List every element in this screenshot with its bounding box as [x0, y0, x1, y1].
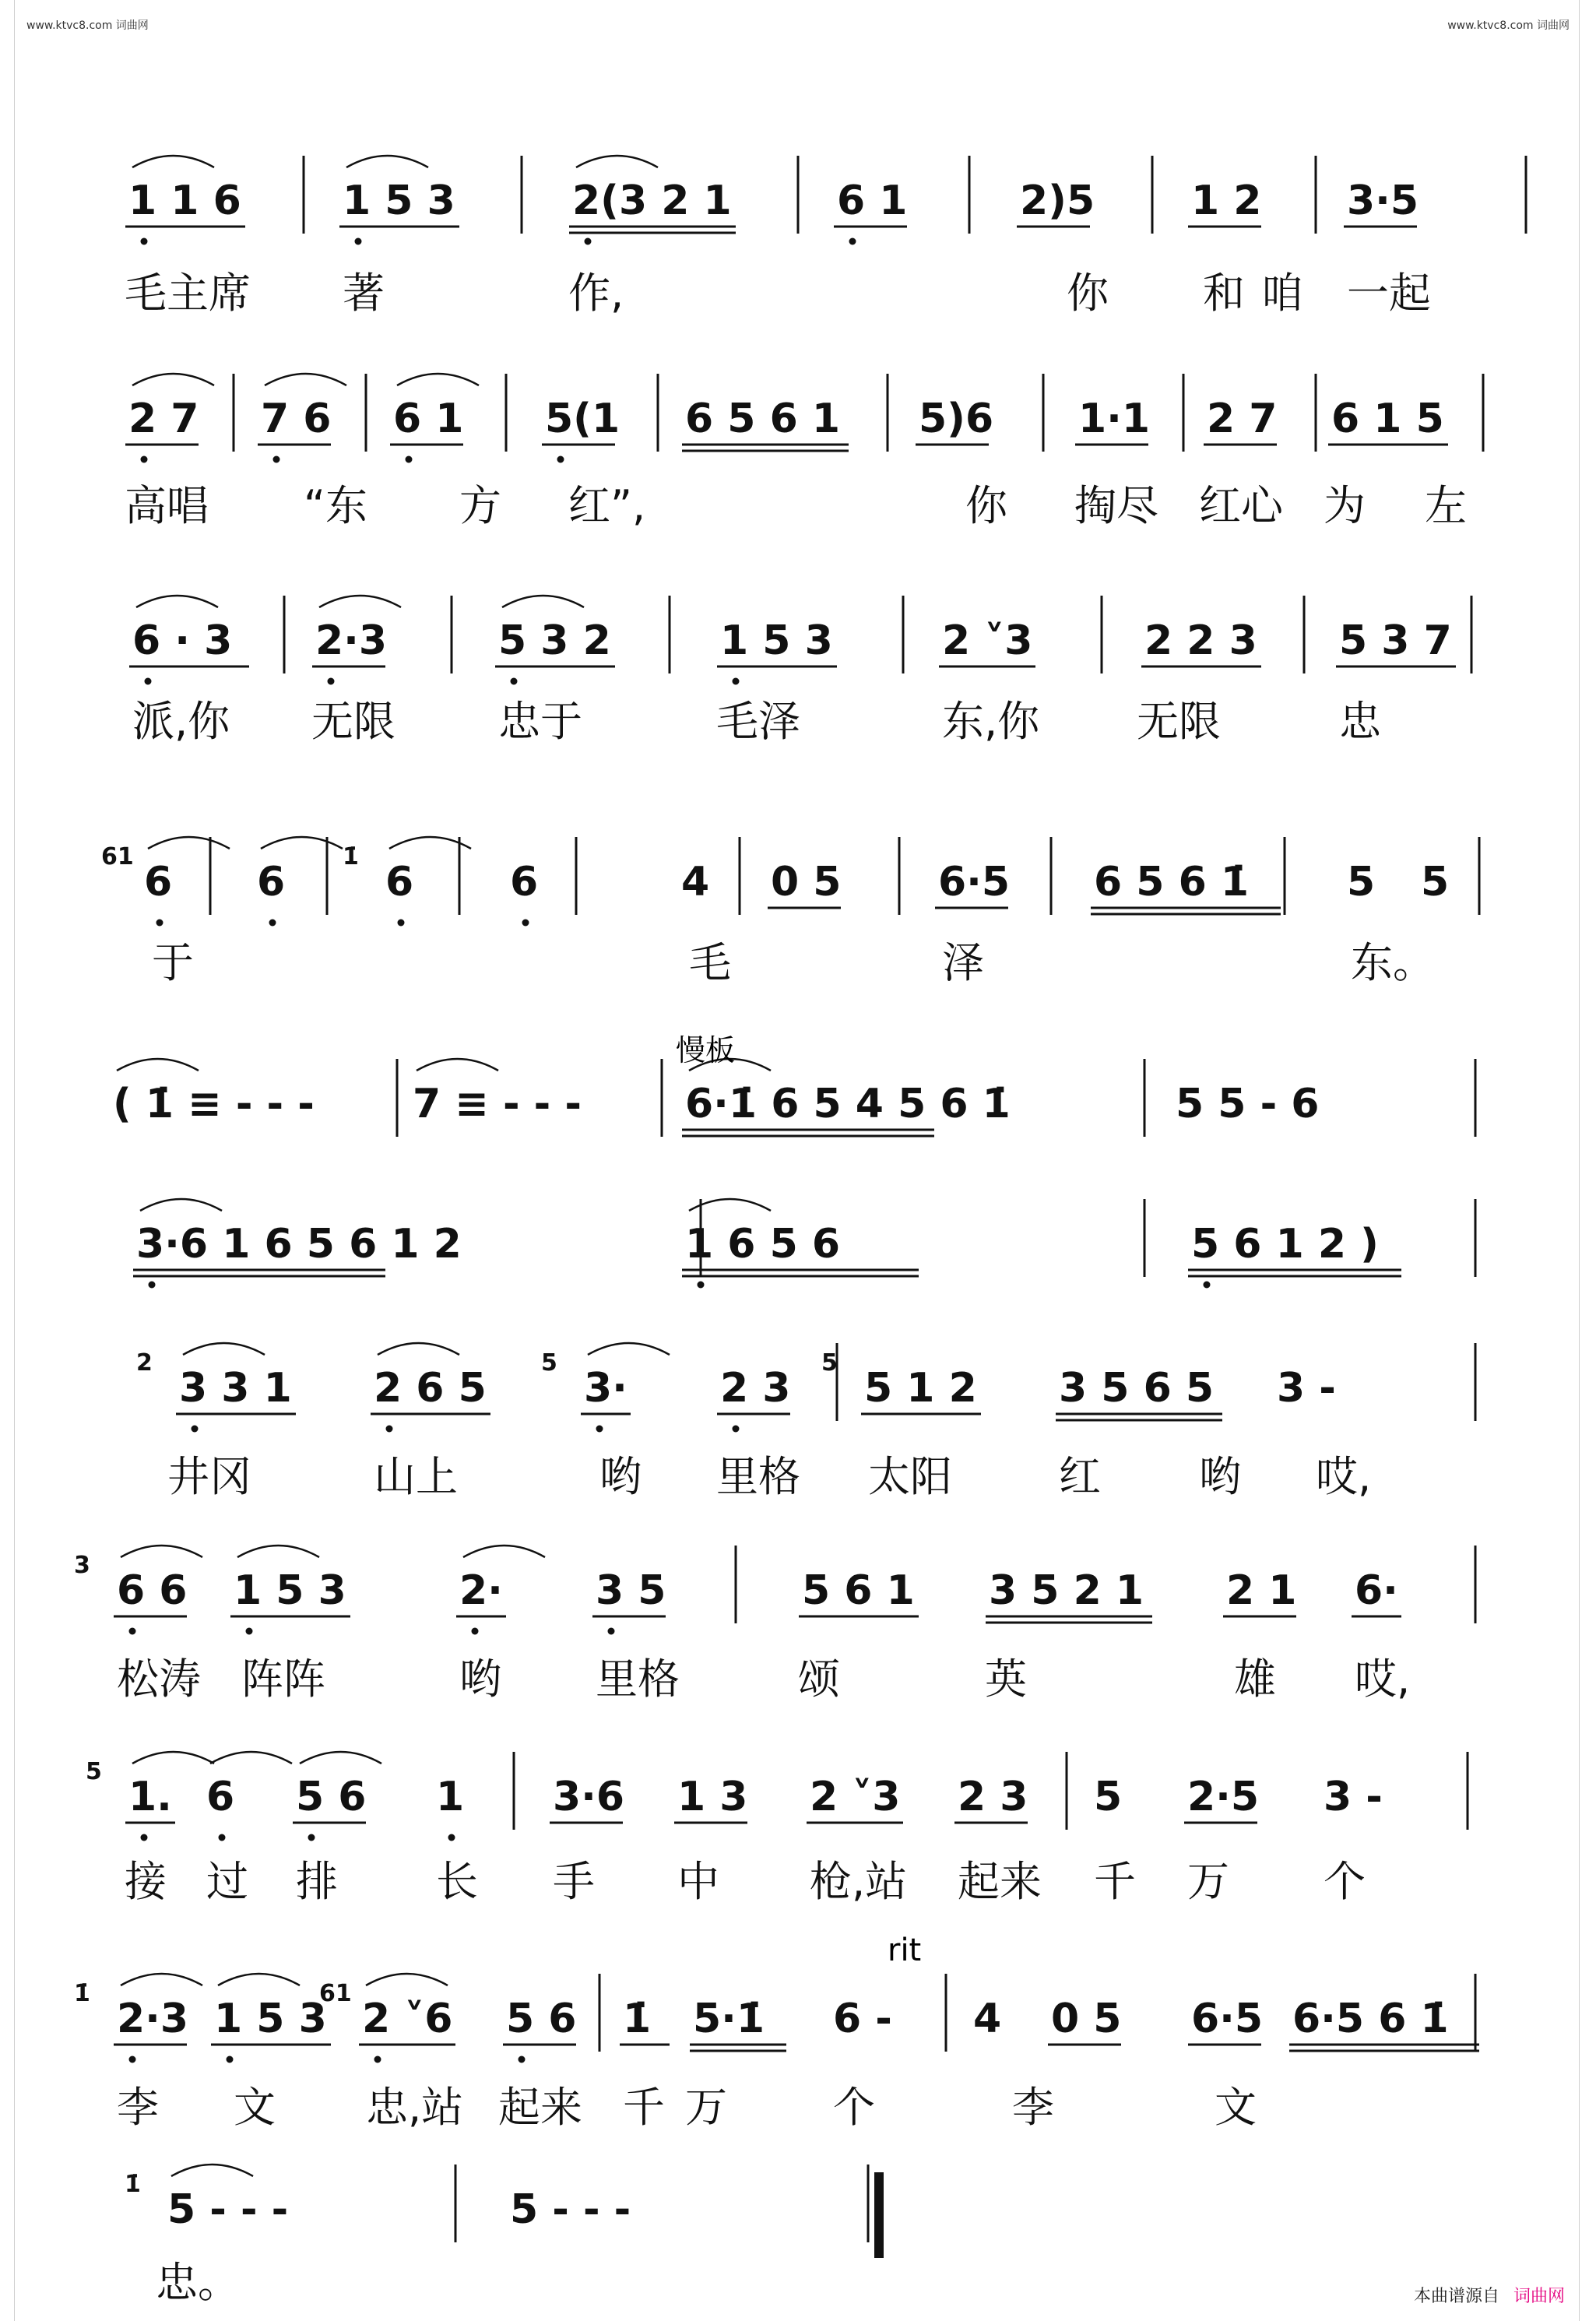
lyric: 山上: [374, 1452, 458, 1501]
lyric: 文: [1215, 2083, 1257, 2132]
lyric: 颂: [798, 1655, 840, 1704]
grace-note: 5: [86, 1758, 102, 1785]
slur: [576, 156, 658, 167]
note-group: 5·1̇: [693, 1996, 765, 2042]
note-group: 5 6: [296, 1774, 367, 1820]
lyric: 枪,站: [810, 1857, 908, 1906]
note-group: 6 1 5: [1331, 396, 1444, 442]
octave-dot: [698, 1282, 705, 1289]
lyric: 中: [677, 1857, 719, 1906]
lyric: 哟: [599, 1452, 642, 1501]
note-group: 6·5: [1191, 1996, 1264, 2042]
octave-dot: [141, 238, 148, 245]
lyric: 太阳: [868, 1452, 952, 1501]
lyric: 起来: [498, 2083, 582, 2132]
lyric: 忠,站: [366, 2083, 464, 2132]
octave-dot: [849, 238, 856, 245]
slur: [218, 1974, 300, 1985]
lyric: 哎,: [1355, 1655, 1411, 1704]
lyric: 里格: [716, 1452, 800, 1501]
score-root: [74, 156, 1526, 2307]
octave-dot: [585, 238, 592, 245]
note-group: 3·5: [1347, 178, 1419, 224]
grace-note: 1̇: [74, 1980, 90, 2007]
note-group: 2(3 2 1: [572, 178, 732, 224]
octave-dot: [1204, 1282, 1211, 1289]
note-group: 3·: [584, 1365, 628, 1412]
slur: [183, 1343, 265, 1355]
note-group: 1 5 3: [234, 1567, 346, 1614]
slur: [117, 1059, 199, 1071]
note-group: 1 3: [677, 1774, 748, 1820]
lyric: 著: [343, 269, 385, 318]
note-group: 2 ˅3: [810, 1774, 901, 1820]
note-group: 0 5: [771, 859, 842, 906]
header-site-right: www.ktvc8.com 词曲网: [1447, 19, 1570, 32]
octave-dot: [273, 456, 280, 463]
slur: [502, 596, 584, 607]
note-group: 5 - - -: [167, 2186, 289, 2233]
note-group: 5 5 - 6: [1176, 1081, 1320, 1127]
slur: [319, 596, 401, 607]
octave-dot: [141, 456, 148, 463]
octave-dot: [149, 1282, 156, 1289]
footer-brand[interactable]: 词曲网: [1513, 2287, 1565, 2306]
note-group: 3·6: [553, 1774, 625, 1820]
slur: [171, 2165, 253, 2176]
slur: [136, 596, 218, 607]
lyric: 掏尽: [1074, 481, 1158, 530]
note-group: 6: [510, 859, 539, 906]
lyric: 长: [436, 1857, 478, 1906]
note-group: 4: [681, 859, 710, 906]
octave-dot: [557, 456, 564, 463]
note-group: 2 ˅3: [942, 617, 1033, 664]
note-group: 6·: [1355, 1567, 1398, 1614]
lyric: 于: [152, 938, 194, 987]
note-group: 3 -: [1324, 1774, 1383, 1820]
footer: [1414, 2283, 1565, 2307]
note-group: 2 7: [128, 396, 199, 442]
note-group: 1 2: [1191, 178, 1262, 224]
octave-dot: [269, 920, 276, 927]
lyric: 毛主席: [125, 269, 251, 318]
slur: [417, 1059, 498, 1071]
note-group: 2 1: [1226, 1567, 1297, 1614]
lyric: 红: [1059, 1452, 1101, 1501]
lyric: 哟: [1199, 1452, 1241, 1501]
lyric: 阵阵: [241, 1655, 325, 1704]
note-group: 5(1: [545, 396, 620, 442]
lyric: 忠于: [498, 697, 582, 746]
grace-note: 2: [136, 1349, 153, 1377]
slur: [140, 1199, 222, 1211]
note-group: 1 5 3: [720, 617, 833, 664]
note-group: 5 3 7: [1339, 617, 1452, 664]
note-group: 3 5 6 5: [1059, 1365, 1215, 1412]
grace-note: 61: [101, 843, 134, 870]
lyric: 咱: [1261, 269, 1303, 318]
lyric: 红心: [1199, 481, 1283, 530]
note-group: 2·5: [1187, 1774, 1260, 1820]
slur: [378, 1343, 459, 1355]
lyric: 派,你: [132, 697, 230, 746]
slur: [237, 1546, 319, 1557]
slur: [265, 374, 346, 385]
lyric: 为: [1324, 481, 1366, 530]
octave-dot: [511, 678, 518, 685]
lyric: 万: [1187, 1857, 1229, 1906]
lyric: 左: [1425, 481, 1467, 530]
tempo-mark: 慢板: [676, 1033, 736, 1067]
note-group: 3·6 1 6 5 6 1 2: [136, 1221, 462, 1268]
octave-dot: [219, 1834, 226, 1841]
note-group: 6 · 3: [132, 617, 233, 664]
octave-dot: [129, 1628, 136, 1635]
grace-note: 5: [821, 1349, 838, 1377]
note-group: 2·3: [117, 1996, 189, 2042]
lyric: 哟: [459, 1655, 501, 1704]
note-group: 6·1̇ 6 5 4 5 6 1̇: [685, 1081, 1011, 1127]
lyric: 万: [685, 2083, 727, 2132]
slur: [346, 156, 428, 167]
note-group: 5 6: [506, 1996, 577, 2042]
octave-dot: [386, 1426, 393, 1433]
grace-note: 1̇: [343, 843, 359, 870]
lyric: 你: [1067, 269, 1109, 318]
note-group: 1 6 5 6: [685, 1221, 841, 1268]
note-group: 3 5 2 1: [989, 1567, 1144, 1614]
lyric: 红”,: [568, 481, 646, 530]
note-group: 4: [973, 1996, 1002, 2042]
slur: [132, 156, 214, 167]
lyric: 里格: [596, 1655, 680, 1704]
slur: [210, 1752, 292, 1764]
slur: [300, 1752, 381, 1764]
octave-dot: [227, 2056, 234, 2063]
grace-note: 3: [74, 1552, 90, 1579]
note-group: 5: [1421, 859, 1450, 906]
note-group: 2 ˅6: [362, 1996, 453, 2042]
note-group: 2·3: [315, 617, 388, 664]
note-group: 6·5 6 1̇: [1292, 1996, 1449, 2042]
octave-dot: [596, 1426, 603, 1433]
note-group: 1.: [128, 1774, 172, 1820]
lyric: 和: [1203, 269, 1245, 318]
octave-dot: [608, 1628, 615, 1635]
octave-dot: [374, 2056, 381, 2063]
octave-dot: [129, 2056, 136, 2063]
note-group: 3 3 1: [179, 1365, 292, 1412]
lyric: 过: [206, 1857, 248, 1906]
note-group: 6 1: [837, 178, 908, 224]
note-group: 0 5: [1051, 1996, 1122, 2042]
header-site-left: www.ktvc8.com 词曲网: [26, 19, 149, 32]
note-group: 6: [385, 859, 414, 906]
footer-source-label: 本曲谱源自: [1413, 2287, 1499, 2306]
note-group: 2·: [459, 1567, 503, 1614]
lyric: 排: [296, 1857, 338, 1906]
octave-dot: [355, 238, 362, 245]
note-group: 5: [1347, 859, 1376, 906]
note-group: 2 2 3: [1144, 617, 1257, 664]
lyric: 无限: [1137, 697, 1221, 746]
lyric: 东。: [1351, 938, 1435, 987]
lyric: 忠。: [156, 2258, 240, 2307]
note-group: 2 3: [720, 1365, 791, 1412]
note-group: 7 6: [261, 396, 332, 442]
lyric: 李: [117, 2083, 159, 2132]
lyric: 泽: [942, 938, 984, 987]
slur: [366, 1974, 448, 1985]
note-group: 1: [436, 1774, 465, 1820]
note-group: 2 3: [958, 1774, 1028, 1820]
grace-note: 5: [541, 1349, 557, 1377]
note-group: 6: [144, 859, 173, 906]
grace-note: 1̇: [125, 2171, 141, 2198]
lyric: 千: [623, 2083, 665, 2132]
slur: [261, 837, 343, 849]
note-group: 6 -: [833, 1996, 892, 2042]
note-group: 5 3 2: [498, 617, 611, 664]
slur: [588, 1343, 670, 1355]
note-group: 2 6 5: [374, 1365, 487, 1412]
octave-dot: [246, 1628, 253, 1635]
note-group: 5 1 2: [864, 1365, 977, 1412]
rit-mark: rit: [888, 1932, 922, 1968]
octave-dot: [472, 1628, 479, 1635]
note-group: 5)6: [919, 396, 994, 442]
note-group: 6 5 6 1̇: [1094, 859, 1250, 906]
lyric: 方: [459, 481, 501, 530]
slur: [121, 1546, 202, 1557]
lyric: 忠: [1339, 697, 1381, 746]
lyric: 高唱: [125, 481, 209, 530]
octave-dot: [141, 1834, 148, 1841]
slur: [132, 374, 214, 385]
octave-dot: [192, 1426, 199, 1433]
note-group: 6: [257, 859, 286, 906]
lyric: 英: [985, 1655, 1027, 1704]
lyric: 起来: [958, 1857, 1042, 1906]
lyric: 毛: [689, 938, 731, 987]
note-group: 6 1: [393, 396, 464, 442]
note-group: 6: [206, 1774, 235, 1820]
note-group: 5 6 1: [802, 1567, 915, 1614]
note-group: 1·1: [1078, 396, 1151, 442]
lyric: 毛泽: [716, 697, 800, 746]
note-group: 5 - - -: [510, 2186, 631, 2233]
lyric: 个: [833, 2083, 875, 2132]
octave-dot: [398, 920, 405, 927]
note-group: 1 5 3: [214, 1996, 327, 2042]
octave-dot: [156, 920, 163, 927]
lyric: 接: [125, 1857, 167, 1906]
note-group: 5: [1094, 1774, 1123, 1820]
note-group: 1 1 6: [128, 178, 241, 224]
slur: [132, 1752, 214, 1764]
note-group: 6 6: [117, 1567, 188, 1614]
lyric: 雄: [1234, 1655, 1276, 1704]
final-barline: [874, 2172, 884, 2258]
lyric: 作,: [568, 269, 624, 318]
lyric: 井冈: [167, 1452, 251, 1501]
note-group: 6·5: [938, 859, 1011, 906]
lyric: 你: [965, 481, 1007, 530]
lyric: 文: [234, 2083, 276, 2132]
slur: [148, 837, 230, 849]
octave-dot: [406, 456, 413, 463]
octave-dot: [522, 920, 529, 927]
note-group: 6 5 6 1: [685, 396, 841, 442]
note-group: 2)5: [1020, 178, 1095, 224]
octave-dot: [733, 678, 740, 685]
lyric: “东: [304, 481, 367, 530]
lyric: 哎,: [1316, 1452, 1372, 1501]
octave-dot: [308, 1834, 315, 1841]
lyric: 个: [1324, 1857, 1366, 1906]
note-group: ( 1̇ ≡ - - -: [113, 1081, 315, 1127]
octave-dot: [448, 1834, 455, 1841]
octave-dot: [328, 678, 335, 685]
lyric: 一起: [1347, 269, 1431, 318]
octave-dot: [733, 1426, 740, 1433]
note-group: 3 5: [596, 1567, 666, 1614]
grace-note: 61: [319, 1980, 352, 2007]
lyric: 李: [1012, 2083, 1054, 2132]
note-group: 5 6 1 2 ): [1191, 1221, 1379, 1268]
slur: [397, 374, 479, 385]
note-group: 3 -: [1277, 1365, 1336, 1412]
lyric: 无限: [311, 697, 395, 746]
lyric: 手: [553, 1857, 595, 1906]
note-group: 1 5 3: [343, 178, 455, 224]
lyric: 千: [1094, 1857, 1136, 1906]
octave-dot: [519, 2056, 526, 2063]
lyric: 东,你: [942, 697, 1040, 746]
slur: [121, 1974, 202, 1985]
octave-dot: [145, 678, 152, 685]
slur: [463, 1546, 545, 1557]
note-group: 2 7: [1207, 396, 1278, 442]
lyric: 松涛: [117, 1655, 201, 1704]
note-group: 1̇: [623, 1996, 652, 2042]
note-group: 7 ≡ - - -: [413, 1081, 582, 1127]
